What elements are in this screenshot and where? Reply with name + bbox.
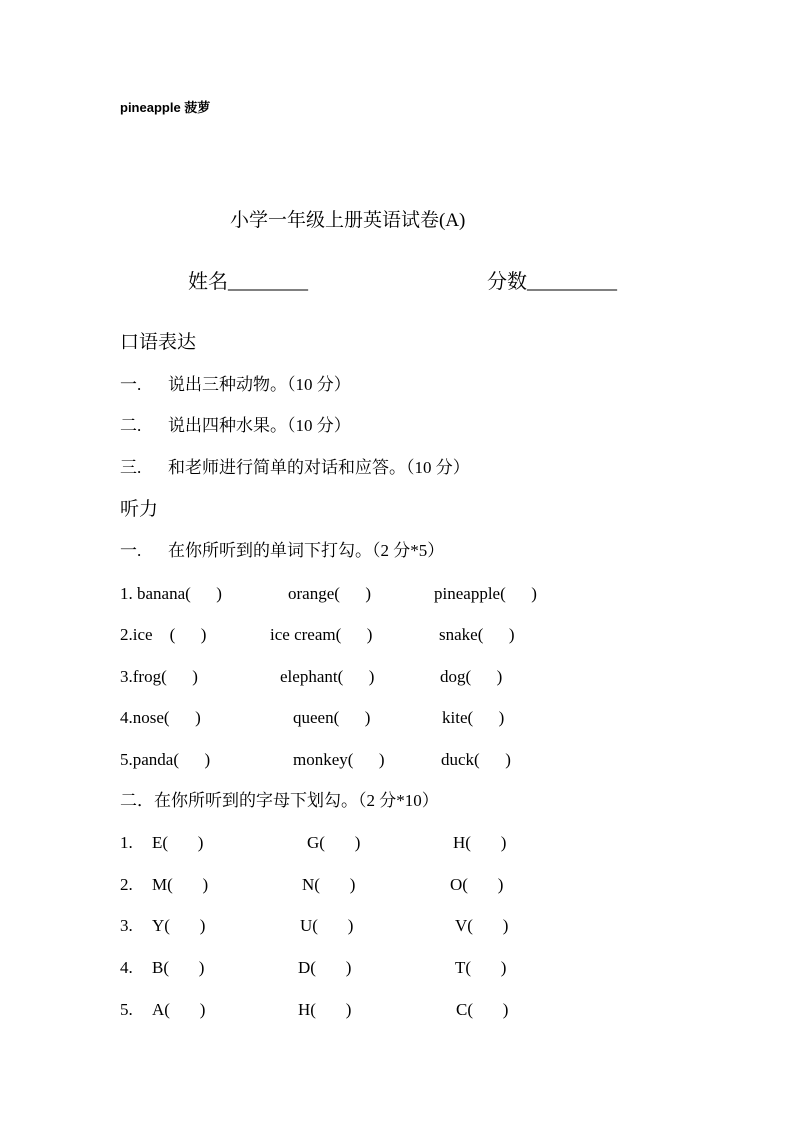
letter-option: B( ): [152, 958, 205, 977]
oral-question-number: 一.: [120, 375, 142, 394]
letter-row-number: 3.: [120, 916, 133, 935]
letter-option: Y( ): [152, 916, 206, 935]
oral-question-text: 说出三种动物。（10 分）: [168, 375, 351, 394]
letter-option: H( ): [453, 833, 507, 852]
letter-option: H( ): [298, 1000, 352, 1019]
oral-question-text: 说出四种水果。（10 分）: [168, 416, 351, 435]
letter-option: E( ): [152, 833, 204, 852]
word-option: dog( ): [440, 667, 503, 686]
name-field: 姓名________: [188, 271, 308, 293]
letter-option: O( ): [450, 875, 504, 894]
word-option: queen( ): [293, 708, 371, 727]
word-option: 4.nose( ): [120, 708, 201, 727]
letter-option: U( ): [300, 916, 354, 935]
word-option: 5.panda( ): [120, 750, 211, 769]
letter-option: G( ): [307, 833, 361, 852]
word-option: ice cream( ): [270, 625, 373, 644]
letter-row-number: 5.: [120, 1000, 133, 1019]
listening-part1-instruction: 在你所听到的单词下打勾。（2 分*5）: [168, 541, 445, 560]
section-heading-listening: 听力: [120, 499, 159, 520]
letter-option: V( ): [455, 916, 509, 935]
word-option: 1. banana( ): [120, 584, 222, 603]
letter-option: M( ): [152, 875, 209, 894]
listening-part2-instruction: 二．在你所听到的字母下划勾。（2 分*10）: [120, 791, 439, 810]
section-heading-oral: 口语表达: [120, 332, 197, 353]
oral-question-number: 二.: [120, 416, 142, 435]
letter-option: D( ): [298, 958, 352, 977]
word-option: orange( ): [288, 584, 372, 603]
word-option: 3.frog( ): [120, 667, 198, 686]
letter-option: T( ): [455, 958, 507, 977]
page-title: 小学一年级上册英语试卷(A): [230, 210, 466, 231]
word-option: duck( ): [441, 750, 511, 769]
letter-option: N( ): [302, 875, 356, 894]
listening-part1-number: 一.: [120, 541, 142, 560]
word-option: 2.ice ( ): [120, 625, 207, 644]
word-option: monkey( ): [293, 750, 385, 769]
letter-option: C( ): [456, 1000, 509, 1019]
word-option: kite( ): [442, 708, 505, 727]
header-note: pineapple 菠萝: [120, 100, 211, 115]
oral-question-text: 和老师进行简单的对话和应答。（10 分）: [168, 458, 470, 477]
letter-row-number: 2.: [120, 875, 133, 894]
word-option: snake( ): [439, 625, 515, 644]
letter-row-number: 1.: [120, 833, 133, 852]
letter-option: A( ): [152, 1000, 206, 1019]
word-option: elephant( ): [280, 667, 375, 686]
word-option: pineapple( ): [434, 584, 537, 603]
oral-question-number: 三.: [120, 458, 142, 477]
letter-row-number: 4.: [120, 958, 133, 977]
score-field: 分数_________: [487, 271, 617, 293]
